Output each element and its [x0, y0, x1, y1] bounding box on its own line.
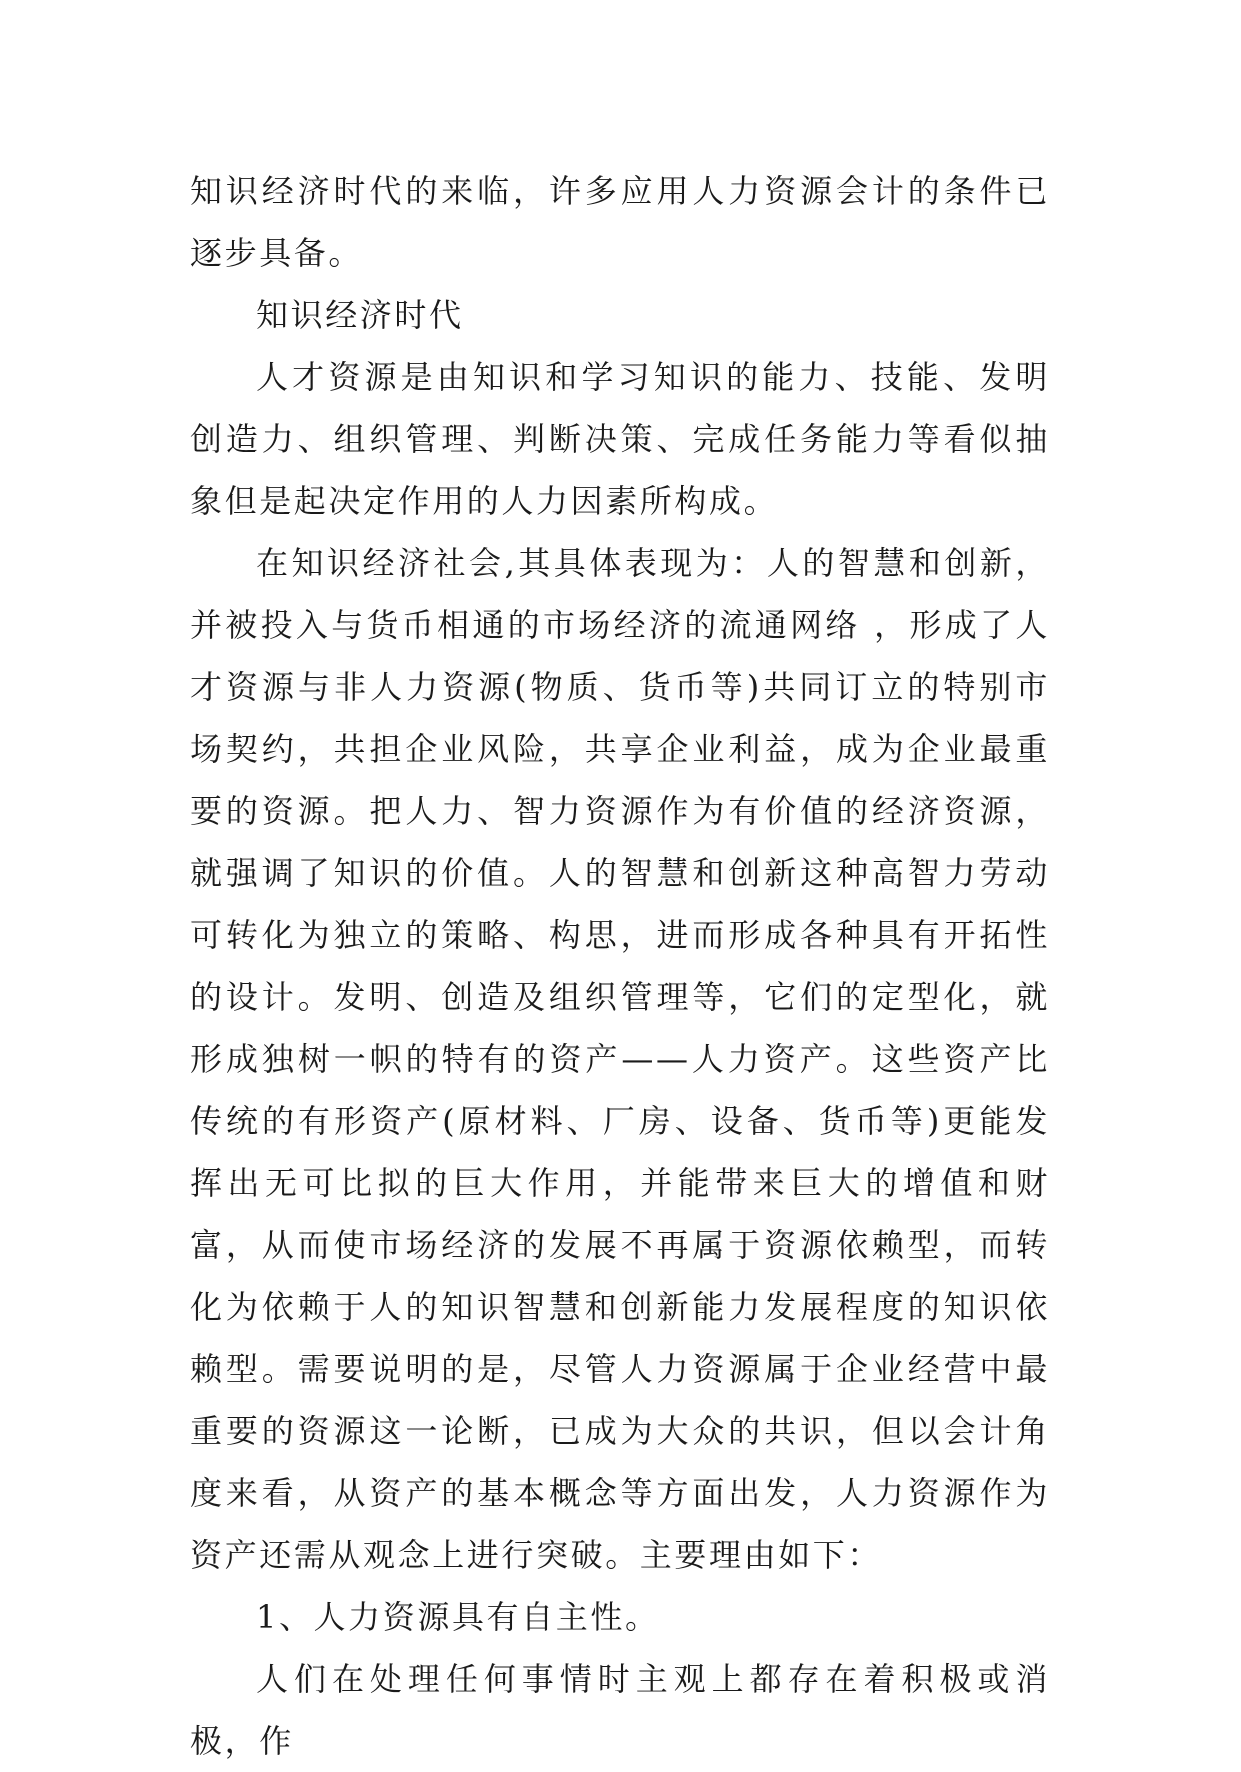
paragraph-knowledge-society: 在知识经济社会,其具体表现为：人的智慧和创新，并被投入与货币相通的市场经济的流通网络 ，形成了人才资源与非人力资源(物质、货币等)共同订立的特别市场契约，共担企业风险，共享企业利益，成为企业最重要的资源。把人力、智力资源作为有价值的经济资源，就强调了知识的价值。人的智慧和创新这种高智力劳动可转化为独立的策略、构思，进而形成各种具有开拓性的设计。发明、创造及组织管理等，它们的定型化，就形成独树一帜的特有的资产——人力资产。这些资产比传统的有形资产(原材料、厂房、设备、货币等)更能发挥出无可比拟的巨大作用，并能带来巨大的增值和财富，从而使市场经济的发展不再属于资源依赖型，而转化为依赖于人的知识智慧和创新能力发展程度的知识依赖型。需要说明的是，尽管人力资源属于企业经营中最重要的资源这一论断，已成为大众的共识，但以会计角度来看，从资产的基本概念等方面出发，人力资源作为资产还需从观念上进行突破。主要理由如下：	[190, 544, 1050, 1574]
paragraph-subjectivity: 人们在处理任何事情时主观上都存在着积极或消极，作	[190, 1660, 1050, 1760]
list-item-autonomy: 1、人力资源具有自主性。	[256, 1598, 660, 1636]
paragraph-talent-resources: 人才资源是由知识和学习知识的能力、技能、发明创造力、组织管理、判断决策、完成任务能力等看似抽象但是起决定作用的人力因素所构成。	[190, 358, 1050, 520]
document-body	[190, 160, 1050, 1772]
paragraph-intro: 知识经济时代的来临，许多应用人力资源会计的条件已逐步具备。	[190, 172, 1050, 272]
section-heading-knowledge-economy: 知识经济时代	[256, 296, 464, 334]
